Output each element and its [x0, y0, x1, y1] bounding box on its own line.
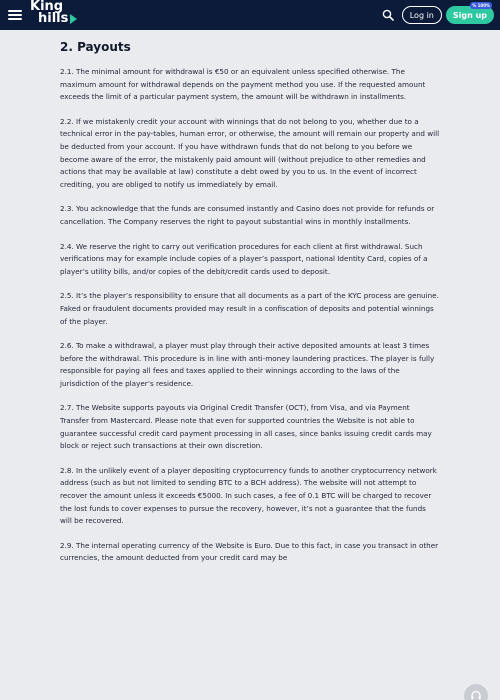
paragraph-2-2: 2.2. If we mistakenly credit your account with winnings that do not belong to you, whether due to a technical error in the pay-tables, human error, or otherwise, the amount will remain our property and will be deducted from your account. If you have withdrawn funds that do not belong to you before we become aware of the error, the mistakenly paid amount will (without prejudice to other remedies and actions that may be available at law) constitute a debt owed by you to us. In the event of incorrect crediting, you are obliged to notify us immediately by email. — [60, 116, 440, 189]
paragraph-2-3: 2.3. You acknowledge that the funds are consumed instantly and Casino does not provide for refunds or cancellation. The Company reserves the right to payout substantial wins in monthly installments. — [60, 204, 435, 226]
paragraph-2-5: 2.5. It’s the player’s responsibility to ensure that all documents as a part of the KYC process are genuine. Faked or fraudulent documents provided may result in a confiscation of deposits and potential winnings of the player. — [60, 291, 439, 326]
terms-content — [60, 38, 440, 577]
site-logo[interactable] — [30, 1, 77, 25]
logo-line-2: hills — [38, 11, 69, 26]
signup-label: Sign up — [452, 10, 487, 20]
hamburger-menu-icon[interactable] — [8, 10, 22, 20]
bonus-badge: % 100% — [472, 3, 490, 8]
paragraph-2-9: 2.9. The internal operating currency of the Website is Euro. Due to this fact, in case you transact in other currencies, the amount deducted from your credit card may be — [60, 540, 439, 563]
signup-button[interactable] — [446, 3, 494, 24]
paragraph-2-6: 2.6. To make a withdrawal, a player must play through their active deposited amounts at least 3 times before the withdrawal. This procedure is in line with anti-money laundering practices. The player is fully responsible for paying all fees and taxes applied to their winnings according to the laws of the jurisdiction of the player’s residence. — [60, 341, 435, 388]
section-title: 2. Payouts — [60, 40, 131, 54]
top-navigation-bar — [0, 0, 500, 30]
paragraph-2-1: 2.1. The minimal amount for withdrawal is €50 or an equivalent unless specified otherwise. The maximum amount for withdrawal depends on the payment method you use. If the requested amount exceeds the limit of a particular payment system, the amount will be withdrawn in installments. — [60, 67, 426, 102]
search-icon[interactable] — [378, 5, 398, 25]
login-button[interactable]: Log in — [402, 6, 442, 24]
headset-icon[interactable] — [464, 684, 488, 700]
paragraph-2-4: 2.4. We reserve the right to carry out verification procedures for each client at first withdrawal. Such verifications may for example include copies of a player’s passport, national Identity Card, copies of a player’s utility bills, and/or copies of the debit/credit cards used to deposit. — [60, 241, 428, 276]
logo-arrow-icon — [70, 14, 77, 24]
paragraph-2-7: 2.7. The Website supports payouts via Original Credit Transfer (OCT), from Visa, and via Payment Transfer from Mastercard. Please note that even for supported countries the Website is not able to guarantee successful credit card payment processing in all cases, since banks issuing credit cards may block or reject such transactions at their own discretion. — [60, 403, 432, 451]
logo-line-1: King — [30, 0, 64, 14]
paragraph-2-8: 2.8. In the unlikely event of a player depositing cryptocurrency funds to another cryptocurrency network address (such as but not limited to sending BTC to a BCH address). The website will not attempt to recover the amount unless it exceeds €5000. In such cases, a fee of 0.1 BTC will be charged to recover the lost funds to cover expenses to pursue the recovery, however, it’s not a guarantee that the funds will be recovered. — [60, 465, 437, 526]
